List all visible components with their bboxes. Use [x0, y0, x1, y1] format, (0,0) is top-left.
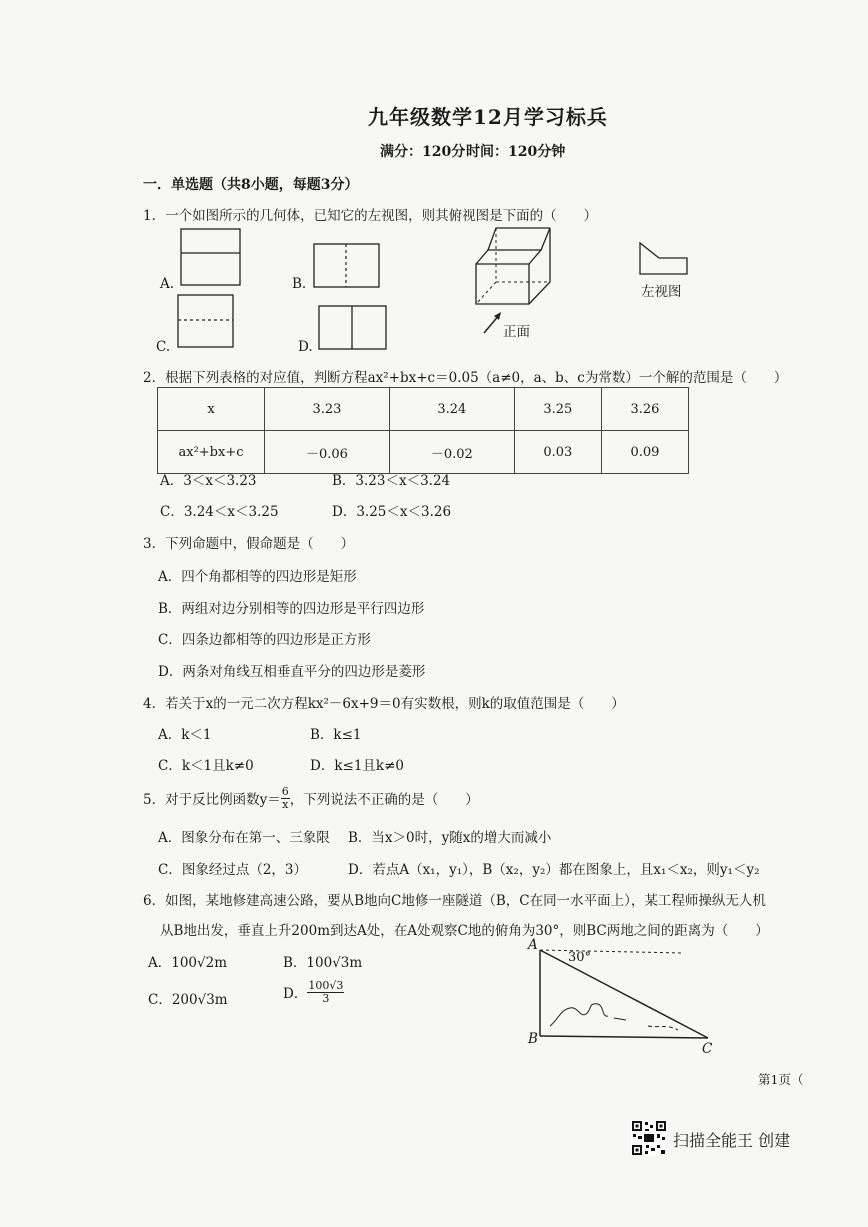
table-cell: 3.23 [265, 388, 390, 431]
table-cell: 3.26 [601, 388, 688, 431]
q5-fraction-denominator: x [282, 797, 289, 811]
q3-option-c: C．四条边都相等的四边形是正方形 [158, 632, 371, 648]
question-6-stem-line1: 6．如图，某地修建高速公路，要从B地向C地修一座隧道（B，C在同一水平面上），某工程师操纵无人机 [143, 893, 766, 909]
q2-option-a: A．3＜x＜3.23 [160, 473, 257, 489]
q6-option-d-denominator: 3 [322, 991, 330, 1005]
table-cell: ax²+bx+c [158, 431, 265, 474]
left-view-label: 左视图 [641, 284, 682, 300]
q1-option-c-figure [177, 294, 235, 350]
qr-code-icon [631, 1120, 667, 1156]
question-3-stem: 3．下列命题中，假命题是（ ） [143, 536, 355, 552]
q4-option-d: D．k≤1且k≠0 [310, 758, 404, 774]
question-1-stem: 1．一个如图所示的几何体，已知它的左视图，则其俯视图是下面的（ ） [143, 208, 598, 224]
q6-option-d [283, 980, 344, 1004]
q5-stem-suffix: ，下列说法不正确的是（ ） [289, 792, 479, 809]
table-cell: 3.24 [389, 388, 514, 431]
point-a-label: A [528, 937, 538, 953]
q1-left-view-figure [638, 241, 690, 277]
q1-option-b-label: B. [292, 276, 307, 292]
q1-option-d-figure [318, 305, 388, 351]
section-heading: 一．单选题（共8小题，每题3分） [143, 177, 359, 193]
front-arrow-icon [482, 310, 504, 336]
q5-option-a: A．图象分布在第一、三象限 [158, 830, 330, 846]
exam-time: 时间：120分钟 [466, 144, 566, 160]
q2-option-b: B．3.23＜x＜3.24 [332, 473, 451, 489]
angle-label: 30° [568, 950, 592, 965]
table-row [158, 431, 689, 474]
q4-option-c: C．k＜1且k≠0 [158, 758, 254, 774]
question-5-stem [143, 786, 479, 810]
q1-option-b-figure [313, 243, 381, 289]
page-title: 九年级数学12月学习标兵 [368, 105, 608, 129]
q1-solid-figure [472, 224, 556, 308]
table-cell: x [158, 388, 265, 431]
full-score: 满分：120分 [380, 144, 466, 160]
q1-option-a-figure [180, 228, 242, 288]
q6-option-d-fraction [307, 980, 344, 1004]
q5-option-c: C．图象经过点（2，3） [158, 862, 308, 878]
value-table [157, 387, 689, 474]
scanner-watermark: 扫描全能王 创建 [673, 1131, 791, 1150]
q3-option-b: B．两组对边分别相等的四边形是平行四边形 [158, 601, 425, 617]
q2-option-c: C．3.24＜x＜3.25 [160, 504, 279, 520]
table-cell: 0.09 [601, 431, 688, 474]
q5-fraction [281, 786, 290, 810]
q2-option-d: D．3.25＜x＜3.26 [332, 504, 452, 520]
q5-option-b: B．当x＞0时，y随x的增大而减小 [348, 830, 552, 846]
question-2-stem: 2．根据下列表格的对应值，判断方程ax²+bx+c＝0.05（a≠0，a、b、c为常数）一个解的范围是（ ） [143, 370, 788, 386]
q4-option-a: A．k＜1 [158, 727, 212, 743]
page-number: 第1页（ [758, 1072, 804, 1087]
q6-option-b: B．100√3m [283, 955, 363, 971]
point-c-label: C [702, 1041, 713, 1057]
question-4-stem: 4．若关于x的一元二次方程kx²－6x+9＝0有实数根，则k的取值范围是（ ） [143, 696, 625, 712]
table-cell: 3.25 [514, 388, 601, 431]
q1-option-c-label: C. [156, 339, 171, 355]
q1-option-d-label: D. [298, 339, 313, 355]
q6-option-c: C．200√3m [148, 992, 228, 1008]
table-row [158, 388, 689, 431]
q1-option-a-label: A. [160, 276, 175, 292]
question-6-stem-line2: 从B地出发，垂直上升200m到达A处，在A处观察C地的俯角为30°，则BC两地之间的距离为（ ） [160, 923, 769, 939]
q3-option-d: D．两条对角线互相垂直平分的四边形是菱形 [158, 664, 426, 680]
q6-option-d-numerator: 100√3 [308, 979, 344, 992]
q5-option-d: D．若点A（x₁，y₁），B（x₂，y₂）都在图象上，且x₁＜x₂，则y₁＜y₂ [348, 862, 760, 878]
table-cell: －0.02 [389, 431, 514, 474]
q5-stem-prefix: 5．对于反比例函数y＝ [143, 792, 281, 809]
q6-triangle-figure [528, 940, 728, 1060]
table-cell: 0.03 [514, 431, 601, 474]
front-label: 正面 [503, 324, 530, 340]
q5-fraction-numerator: 6 [281, 785, 289, 798]
q6-option-a: A．100√2m [148, 955, 228, 971]
q3-option-a: A．四个角都相等的四边形是矩形 [158, 569, 357, 585]
point-b-label: B [528, 1031, 538, 1047]
q6-option-d-prefix: D． [283, 986, 308, 1003]
q4-option-b: B．k≤1 [310, 727, 362, 743]
table-cell: －0.06 [265, 431, 390, 474]
